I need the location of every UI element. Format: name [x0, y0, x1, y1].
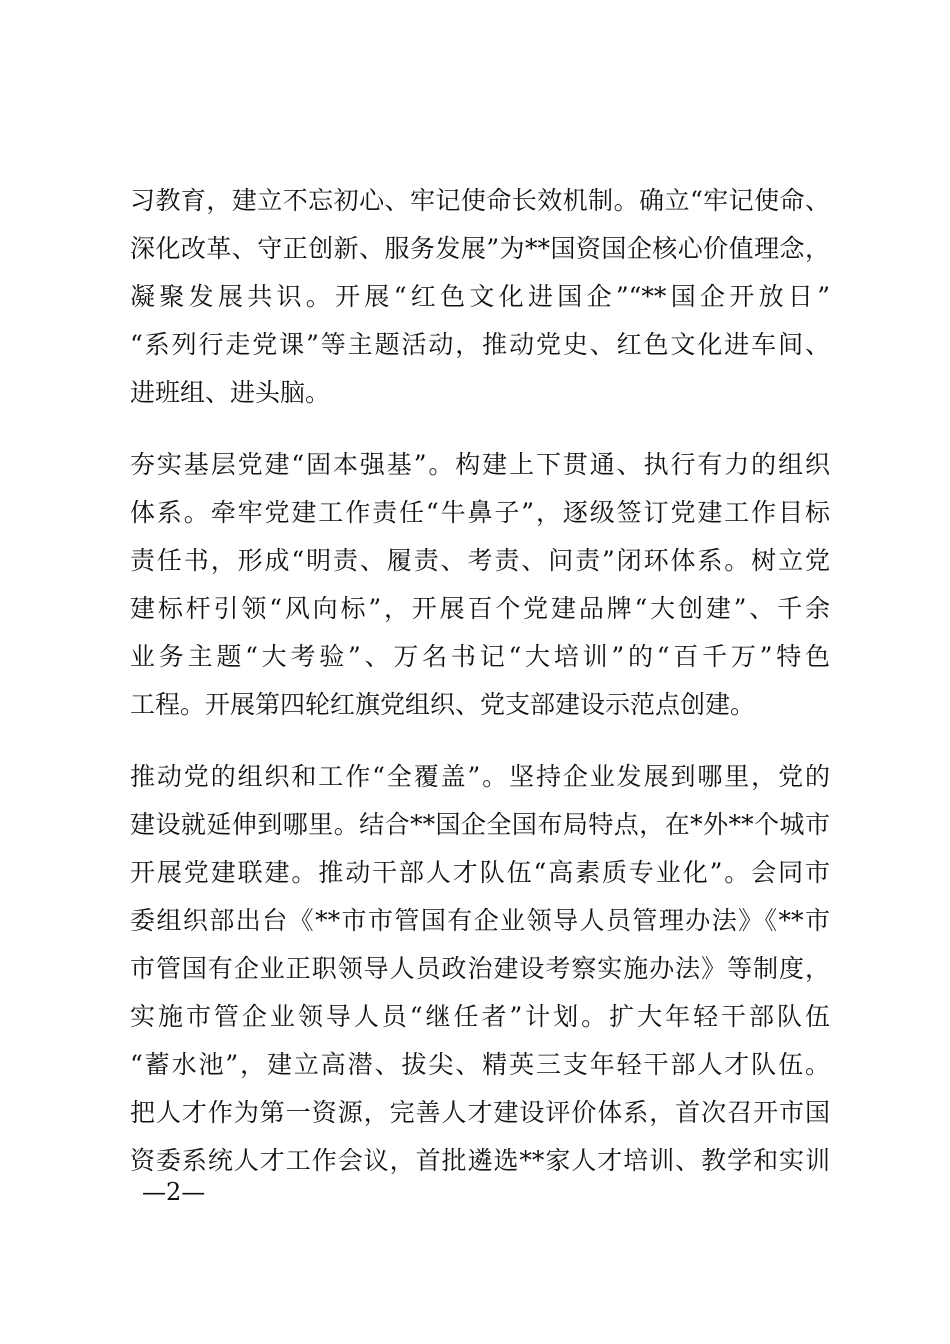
p2-line-5: 业务主题“大考验”、万名书记“大培训”的“百千万”特色 [130, 642, 830, 671]
p3-line-9: 资委系统人才工作会议，首批遴选**家人才培训、教学和实训 [130, 1146, 830, 1175]
p1-line-4: “系列行走党课”等主题活动，推动党史、红色文化进车间、 [130, 330, 830, 359]
p3-line-5: 市管国有企业正职领导人员政治建设考察实施办法》等制度， [130, 954, 830, 983]
p2-line-6: 工程。开展第四轮红旗党组织、党支部建设示范点创建。 [130, 690, 756, 719]
p2-line-1: 夯实基层党建“固本强基”。构建上下贯通、执行有力的组织 [130, 450, 830, 479]
p2-line-4: 建标杆引领“风向标”，开展百个党建品牌“大创建”、千余 [130, 594, 830, 623]
p1-line-1: 习教育，建立不忘初心、牢记使命长效机制。确立“牢记使命、 [130, 186, 830, 215]
p3-line-3: 开展党建联建。推动干部人才队伍“高素质专业化”。会同市 [130, 858, 830, 887]
p1-line-5: 进班组、进头脑。 [130, 378, 331, 407]
p3-line-6: 实施市管企业领导人员“继任者”计划。扩大年轻干部队伍 [130, 1002, 830, 1031]
p1-line-2: 深化改革、守正创新、服务发展”为**国资国企核心价值理念， [130, 234, 830, 263]
p2-line-3: 责任书，形成“明责、履责、考责、问责”闭环体系。树立党 [130, 546, 830, 575]
p3-line-8: 把人才作为第一资源，完善人才建设评价体系，首次召开市国 [130, 1098, 830, 1127]
p3-line-1: 推动党的组织和工作“全覆盖”。坚持企业发展到哪里，党的 [130, 762, 830, 791]
p2-line-2: 体系。牵牢党建工作责任“牛鼻子”，逐级签订党建工作目标 [130, 498, 830, 527]
p1-line-3: 凝聚发展共识。开展“红色文化进国企”“**国企开放日” [130, 282, 830, 311]
p3-line-7: “蓄水池”，建立高潜、拔尖、精英三支年轻干部人才队伍。 [130, 1050, 830, 1079]
p3-line-2: 建设就延伸到哪里。结合**国企全国布局特点，在*外**个城市 [130, 810, 830, 839]
p3-line-4: 委组织部出台《**市市管国有企业领导人员管理办法》《**市 [130, 906, 830, 935]
page-number: —2— [142, 1178, 206, 1206]
